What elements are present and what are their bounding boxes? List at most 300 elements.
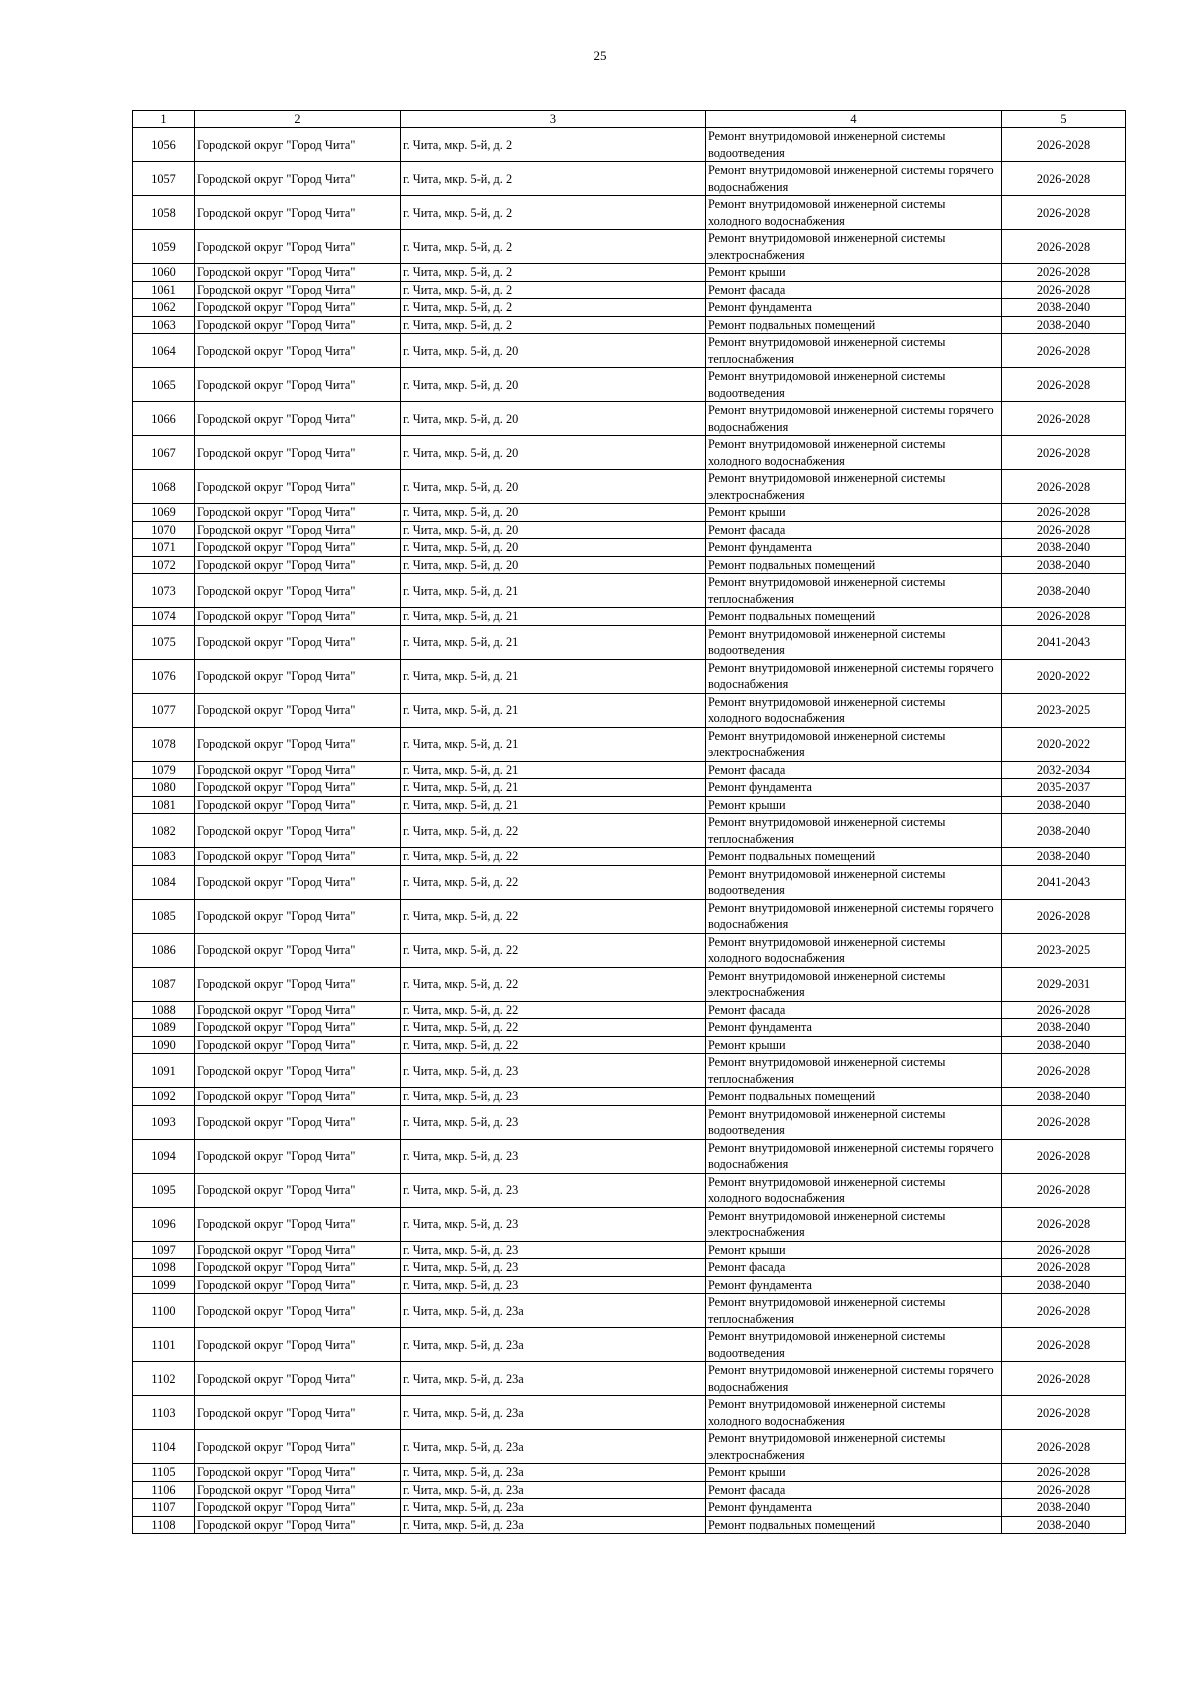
cell-years: 2026-2028 (1002, 470, 1126, 504)
table-row (133, 727, 1126, 761)
column-header: 4 (706, 111, 1002, 128)
cell-row-number: 1094 (133, 1139, 195, 1173)
cell-municipality: Городской округ "Город Чита" (195, 848, 401, 866)
cell-municipality: Городской округ "Город Чита" (195, 779, 401, 797)
cell-row-number: 1105 (133, 1464, 195, 1482)
cell-work-type: Ремонт внутридомовой инженерной системы водоотведения (706, 128, 1002, 162)
cell-years: 2026-2028 (1002, 436, 1126, 470)
cell-address: г. Чита, мкр. 5-й, д. 22 (401, 1019, 706, 1037)
cell-work-type: Ремонт внутридомовой инженерной системы электроснабжения (706, 470, 1002, 504)
table-row (133, 1276, 1126, 1294)
cell-address: г. Чита, мкр. 5-й, д. 22 (401, 1001, 706, 1019)
cell-municipality: Городской округ "Город Чита" (195, 1088, 401, 1106)
column-header: 3 (401, 111, 706, 128)
cell-municipality: Городской округ "Город Чита" (195, 625, 401, 659)
cell-row-number: 1092 (133, 1088, 195, 1106)
cell-years: 2026-2028 (1002, 1328, 1126, 1362)
cell-years: 2026-2028 (1002, 504, 1126, 522)
table-row (133, 659, 1126, 693)
cell-address: г. Чита, мкр. 5-й, д. 23а (401, 1464, 706, 1482)
cell-work-type: Ремонт внутридомовой инженерной системы холодного водоснабжения (706, 693, 1002, 727)
cell-work-type: Ремонт внутридомовой инженерной системы горячего водоснабжения (706, 402, 1002, 436)
cell-row-number: 1106 (133, 1481, 195, 1499)
cell-municipality: Городской округ "Город Чита" (195, 436, 401, 470)
cell-row-number: 1086 (133, 933, 195, 967)
cell-row-number: 1088 (133, 1001, 195, 1019)
cell-address: г. Чита, мкр. 5-й, д. 21 (401, 796, 706, 814)
cell-years: 2026-2028 (1002, 1294, 1126, 1328)
table-row (133, 967, 1126, 1001)
cell-municipality: Городской округ "Город Чита" (195, 196, 401, 230)
cell-municipality: Городской округ "Город Чита" (195, 796, 401, 814)
cell-municipality: Городской округ "Город Чита" (195, 1516, 401, 1534)
cell-years: 2038-2040 (1002, 814, 1126, 848)
cell-work-type: Ремонт внутридомовой инженерной системы горячего водоснабжения (706, 162, 1002, 196)
cell-years: 2020-2022 (1002, 727, 1126, 761)
cell-row-number: 1059 (133, 230, 195, 264)
cell-address: г. Чита, мкр. 5-й, д. 20 (401, 334, 706, 368)
table-row (133, 1036, 1126, 1054)
table-row (133, 899, 1126, 933)
cell-work-type: Ремонт фундамента (706, 1276, 1002, 1294)
cell-years: 2041-2043 (1002, 865, 1126, 899)
cell-address: г. Чита, мкр. 5-й, д. 2 (401, 196, 706, 230)
table-row (133, 1139, 1126, 1173)
cell-years: 2038-2040 (1002, 796, 1126, 814)
cell-years: 2026-2028 (1002, 368, 1126, 402)
table-row (133, 1001, 1126, 1019)
cell-row-number: 1081 (133, 796, 195, 814)
repair-schedule-table (132, 110, 1126, 1534)
cell-years: 2038-2040 (1002, 316, 1126, 334)
cell-work-type: Ремонт внутридомовой инженерной системы холодного водоснабжения (706, 1173, 1002, 1207)
cell-row-number: 1076 (133, 659, 195, 693)
table-row (133, 1396, 1126, 1430)
cell-address: г. Чита, мкр. 5-й, д. 2 (401, 316, 706, 334)
cell-years: 2038-2040 (1002, 1276, 1126, 1294)
table-row (133, 1499, 1126, 1517)
cell-address: г. Чита, мкр. 5-й, д. 23 (401, 1259, 706, 1277)
cell-municipality: Городской округ "Город Чита" (195, 659, 401, 693)
cell-address: г. Чита, мкр. 5-й, д. 23 (401, 1105, 706, 1139)
cell-years: 2026-2028 (1002, 1430, 1126, 1464)
cell-work-type: Ремонт фасада (706, 1481, 1002, 1499)
cell-row-number: 1102 (133, 1362, 195, 1396)
table-row (133, 1259, 1126, 1277)
table-row (133, 1362, 1126, 1396)
cell-address: г. Чита, мкр. 5-й, д. 20 (401, 436, 706, 470)
table-body (133, 128, 1126, 1534)
cell-address: г. Чита, мкр. 5-й, д. 23а (401, 1516, 706, 1534)
cell-work-type: Ремонт внутридомовой инженерной системы водоотведения (706, 1328, 1002, 1362)
cell-row-number: 1098 (133, 1259, 195, 1277)
cell-municipality: Городской округ "Город Чита" (195, 1430, 401, 1464)
cell-row-number: 1069 (133, 504, 195, 522)
cell-municipality: Городской округ "Город Чита" (195, 1001, 401, 1019)
table-row (133, 368, 1126, 402)
cell-row-number: 1096 (133, 1207, 195, 1241)
cell-row-number: 1067 (133, 436, 195, 470)
cell-municipality: Городской округ "Город Чита" (195, 1294, 401, 1328)
cell-work-type: Ремонт фундамента (706, 539, 1002, 557)
cell-work-type: Ремонт внутридомовой инженерной системы горячего водоснабжения (706, 659, 1002, 693)
cell-row-number: 1083 (133, 848, 195, 866)
cell-work-type: Ремонт внутридомовой инженерной системы электроснабжения (706, 727, 1002, 761)
cell-municipality: Городской округ "Город Чита" (195, 865, 401, 899)
cell-years: 2038-2040 (1002, 556, 1126, 574)
cell-work-type: Ремонт крыши (706, 1241, 1002, 1259)
cell-address: г. Чита, мкр. 5-й, д. 2 (401, 299, 706, 317)
cell-address: г. Чита, мкр. 5-й, д. 20 (401, 556, 706, 574)
column-header: 2 (195, 111, 401, 128)
cell-years: 2026-2028 (1002, 230, 1126, 264)
cell-work-type: Ремонт фасада (706, 1001, 1002, 1019)
cell-years: 2041-2043 (1002, 625, 1126, 659)
cell-years: 2029-2031 (1002, 967, 1126, 1001)
cell-address: г. Чита, мкр. 5-й, д. 23 (401, 1139, 706, 1173)
cell-address: г. Чита, мкр. 5-й, д. 20 (401, 521, 706, 539)
cell-row-number: 1091 (133, 1054, 195, 1088)
cell-row-number: 1080 (133, 779, 195, 797)
cell-address: г. Чита, мкр. 5-й, д. 21 (401, 761, 706, 779)
cell-municipality: Городской округ "Город Чита" (195, 727, 401, 761)
cell-municipality: Городской округ "Город Чита" (195, 128, 401, 162)
cell-work-type: Ремонт внутридомовой инженерной системы горячего водоснабжения (706, 1139, 1002, 1173)
cell-address: г. Чита, мкр. 5-й, д. 23 (401, 1173, 706, 1207)
cell-years: 2026-2028 (1002, 1139, 1126, 1173)
cell-municipality: Городской округ "Город Чита" (195, 899, 401, 933)
table-row (133, 128, 1126, 162)
cell-row-number: 1063 (133, 316, 195, 334)
cell-address: г. Чита, мкр. 5-й, д. 21 (401, 625, 706, 659)
cell-years: 2026-2028 (1002, 334, 1126, 368)
table-row (133, 196, 1126, 230)
cell-municipality: Городской округ "Город Чита" (195, 1464, 401, 1482)
table-row (133, 761, 1126, 779)
cell-municipality: Городской округ "Город Чита" (195, 1362, 401, 1396)
cell-work-type: Ремонт внутридомовой инженерной системы электроснабжения (706, 1207, 1002, 1241)
cell-work-type: Ремонт внутридомовой инженерной системы теплоснабжения (706, 1294, 1002, 1328)
table-row (133, 865, 1126, 899)
cell-years: 2023-2025 (1002, 933, 1126, 967)
cell-work-type: Ремонт фасада (706, 761, 1002, 779)
cell-municipality: Городской округ "Город Чита" (195, 693, 401, 727)
cell-row-number: 1071 (133, 539, 195, 557)
cell-municipality: Городской округ "Город Чита" (195, 1481, 401, 1499)
cell-years: 2026-2028 (1002, 281, 1126, 299)
cell-years: 2038-2040 (1002, 574, 1126, 608)
cell-address: г. Чита, мкр. 5-й, д. 22 (401, 865, 706, 899)
cell-work-type: Ремонт подвальных помещений (706, 1516, 1002, 1534)
cell-address: г. Чита, мкр. 5-й, д. 23а (401, 1362, 706, 1396)
table-row (133, 436, 1126, 470)
cell-years: 2038-2040 (1002, 299, 1126, 317)
cell-work-type: Ремонт внутридомовой инженерной системы водоотведения (706, 865, 1002, 899)
table-row (133, 402, 1126, 436)
cell-row-number: 1089 (133, 1019, 195, 1037)
cell-row-number: 1104 (133, 1430, 195, 1464)
cell-work-type: Ремонт внутридомовой инженерной системы теплоснабжения (706, 1054, 1002, 1088)
cell-municipality: Городской округ "Город Чита" (195, 504, 401, 522)
cell-years: 2038-2040 (1002, 539, 1126, 557)
table-row (133, 230, 1126, 264)
cell-years: 2023-2025 (1002, 693, 1126, 727)
cell-address: г. Чита, мкр. 5-й, д. 22 (401, 899, 706, 933)
cell-municipality: Городской округ "Город Чита" (195, 521, 401, 539)
cell-work-type: Ремонт внутридомовой инженерной системы холодного водоснабжения (706, 436, 1002, 470)
cell-years: 2026-2028 (1002, 128, 1126, 162)
table-row (133, 1430, 1126, 1464)
cell-row-number: 1057 (133, 162, 195, 196)
cell-row-number: 1061 (133, 281, 195, 299)
cell-address: г. Чита, мкр. 5-й, д. 2 (401, 162, 706, 196)
cell-address: г. Чита, мкр. 5-й, д. 20 (401, 504, 706, 522)
cell-years: 2026-2028 (1002, 1105, 1126, 1139)
page-number: 25 (593, 48, 607, 63)
cell-address: г. Чита, мкр. 5-й, д. 23а (401, 1430, 706, 1464)
cell-work-type: Ремонт фундамента (706, 1019, 1002, 1037)
table-row (133, 1019, 1126, 1037)
cell-years: 2026-2028 (1002, 1259, 1126, 1277)
cell-work-type: Ремонт внутридомовой инженерной системы теплоснабжения (706, 814, 1002, 848)
cell-row-number: 1099 (133, 1276, 195, 1294)
cell-municipality: Городской округ "Город Чита" (195, 574, 401, 608)
cell-years: 2026-2028 (1002, 402, 1126, 436)
cell-work-type: Ремонт подвальных помещений (706, 608, 1002, 626)
cell-row-number: 1058 (133, 196, 195, 230)
cell-years: 2020-2022 (1002, 659, 1126, 693)
cell-municipality: Городской округ "Город Чита" (195, 1173, 401, 1207)
cell-municipality: Городской округ "Город Чита" (195, 316, 401, 334)
cell-municipality: Городской округ "Город Чита" (195, 814, 401, 848)
table-row (133, 539, 1126, 557)
cell-municipality: Городской округ "Город Чита" (195, 967, 401, 1001)
cell-municipality: Городской округ "Город Чита" (195, 1207, 401, 1241)
column-header: 5 (1002, 111, 1126, 128)
cell-municipality: Городской округ "Город Чита" (195, 1241, 401, 1259)
table-row (133, 556, 1126, 574)
table-row (133, 1481, 1126, 1499)
cell-row-number: 1077 (133, 693, 195, 727)
table-row (133, 574, 1126, 608)
cell-work-type: Ремонт подвальных помещений (706, 556, 1002, 574)
cell-municipality: Городской округ "Город Чита" (195, 1396, 401, 1430)
cell-work-type: Ремонт фасада (706, 521, 1002, 539)
cell-work-type: Ремонт крыши (706, 1036, 1002, 1054)
table-row (133, 1464, 1126, 1482)
cell-years: 2026-2028 (1002, 608, 1126, 626)
cell-row-number: 1085 (133, 899, 195, 933)
table-row (133, 1088, 1126, 1106)
cell-work-type: Ремонт крыши (706, 504, 1002, 522)
cell-work-type: Ремонт внутридомовой инженерной системы горячего водоснабжения (706, 899, 1002, 933)
cell-work-type: Ремонт фундамента (706, 1499, 1002, 1517)
cell-row-number: 1066 (133, 402, 195, 436)
cell-address: г. Чита, мкр. 5-й, д. 20 (401, 539, 706, 557)
table-row (133, 1328, 1126, 1362)
cell-municipality: Городской округ "Город Чита" (195, 281, 401, 299)
cell-address: г. Чита, мкр. 5-й, д. 22 (401, 848, 706, 866)
cell-municipality: Городской округ "Город Чита" (195, 608, 401, 626)
cell-work-type: Ремонт подвальных помещений (706, 848, 1002, 866)
cell-row-number: 1074 (133, 608, 195, 626)
table-row (133, 1294, 1126, 1328)
cell-row-number: 1097 (133, 1241, 195, 1259)
table-row (133, 848, 1126, 866)
cell-row-number: 1064 (133, 334, 195, 368)
table-row (133, 1207, 1126, 1241)
cell-municipality: Городской округ "Город Чита" (195, 761, 401, 779)
cell-work-type: Ремонт внутридомовой инженерной системы холодного водоснабжения (706, 1396, 1002, 1430)
cell-work-type: Ремонт внутридомовой инженерной системы водоотведения (706, 1105, 1002, 1139)
cell-row-number: 1103 (133, 1396, 195, 1430)
cell-work-type: Ремонт внутридомовой инженерной системы водоотведения (706, 368, 1002, 402)
table-row (133, 814, 1126, 848)
table-row (133, 779, 1126, 797)
cell-municipality: Городской округ "Город Чита" (195, 402, 401, 436)
table-row (133, 316, 1126, 334)
cell-years: 2026-2028 (1002, 1241, 1126, 1259)
cell-row-number: 1087 (133, 967, 195, 1001)
header-row (133, 111, 1126, 128)
cell-years: 2026-2028 (1002, 1001, 1126, 1019)
cell-years: 2026-2028 (1002, 162, 1126, 196)
cell-years: 2026-2028 (1002, 196, 1126, 230)
table-row (133, 608, 1126, 626)
cell-years: 2038-2040 (1002, 848, 1126, 866)
cell-municipality: Городской округ "Город Чита" (195, 1499, 401, 1517)
cell-years: 2026-2028 (1002, 264, 1126, 282)
cell-work-type: Ремонт фундамента (706, 299, 1002, 317)
cell-address: г. Чита, мкр. 5-й, д. 23а (401, 1328, 706, 1362)
cell-municipality: Городской округ "Город Чита" (195, 1105, 401, 1139)
cell-years: 2026-2028 (1002, 1054, 1126, 1088)
cell-years: 2026-2028 (1002, 899, 1126, 933)
table-row (133, 334, 1126, 368)
cell-address: г. Чита, мкр. 5-й, д. 23 (401, 1241, 706, 1259)
cell-municipality: Городской округ "Город Чита" (195, 470, 401, 504)
table-row (133, 281, 1126, 299)
cell-row-number: 1079 (133, 761, 195, 779)
cell-work-type: Ремонт фасада (706, 1259, 1002, 1277)
table-row (133, 521, 1126, 539)
cell-municipality: Городской округ "Город Чита" (195, 1259, 401, 1277)
cell-row-number: 1072 (133, 556, 195, 574)
cell-years: 2026-2028 (1002, 1464, 1126, 1482)
cell-municipality: Городской округ "Город Чита" (195, 162, 401, 196)
table-row (133, 1054, 1126, 1088)
cell-work-type: Ремонт внутридомовой инженерной системы теплоснабжения (706, 574, 1002, 608)
cell-row-number: 1060 (133, 264, 195, 282)
cell-address: г. Чита, мкр. 5-й, д. 2 (401, 128, 706, 162)
cell-years: 2026-2028 (1002, 1173, 1126, 1207)
cell-work-type: Ремонт фундамента (706, 779, 1002, 797)
cell-address: г. Чита, мкр. 5-й, д. 21 (401, 608, 706, 626)
cell-row-number: 1075 (133, 625, 195, 659)
cell-work-type: Ремонт внутридомовой инженерной системы холодного водоснабжения (706, 196, 1002, 230)
cell-address: г. Чита, мкр. 5-й, д. 23 (401, 1207, 706, 1241)
cell-row-number: 1062 (133, 299, 195, 317)
cell-row-number: 1070 (133, 521, 195, 539)
cell-address: г. Чита, мкр. 5-й, д. 21 (401, 693, 706, 727)
cell-row-number: 1073 (133, 574, 195, 608)
cell-address: г. Чита, мкр. 5-й, д. 21 (401, 779, 706, 797)
cell-municipality: Городской округ "Город Чита" (195, 539, 401, 557)
cell-address: г. Чита, мкр. 5-й, д. 20 (401, 368, 706, 402)
cell-work-type: Ремонт внутридомовой инженерной системы электроснабжения (706, 1430, 1002, 1464)
cell-row-number: 1078 (133, 727, 195, 761)
cell-address: г. Чита, мкр. 5-й, д. 23 (401, 1276, 706, 1294)
cell-address: г. Чита, мкр. 5-й, д. 2 (401, 264, 706, 282)
cell-municipality: Городской округ "Город Чита" (195, 556, 401, 574)
cell-work-type: Ремонт внутридомовой инженерной системы электроснабжения (706, 967, 1002, 1001)
cell-years: 2038-2040 (1002, 1499, 1126, 1517)
cell-years: 2026-2028 (1002, 1207, 1126, 1241)
cell-work-type: Ремонт внутридомовой инженерной системы водоотведения (706, 625, 1002, 659)
cell-address: г. Чита, мкр. 5-й, д. 22 (401, 1036, 706, 1054)
cell-years: 2038-2040 (1002, 1019, 1126, 1037)
cell-row-number: 1101 (133, 1328, 195, 1362)
cell-row-number: 1065 (133, 368, 195, 402)
cell-address: г. Чита, мкр. 5-й, д. 23 (401, 1054, 706, 1088)
cell-years: 2026-2028 (1002, 1362, 1126, 1396)
table-row (133, 1105, 1126, 1139)
cell-row-number: 1095 (133, 1173, 195, 1207)
cell-row-number: 1108 (133, 1516, 195, 1534)
cell-row-number: 1082 (133, 814, 195, 848)
cell-municipality: Городской округ "Город Чита" (195, 368, 401, 402)
cell-years: 2035-2037 (1002, 779, 1126, 797)
table-row (133, 1241, 1126, 1259)
cell-municipality: Городской округ "Город Чита" (195, 1036, 401, 1054)
cell-municipality: Городской округ "Город Чита" (195, 933, 401, 967)
table-row (133, 693, 1126, 727)
cell-address: г. Чита, мкр. 5-й, д. 21 (401, 574, 706, 608)
cell-row-number: 1107 (133, 1499, 195, 1517)
cell-years: 2038-2040 (1002, 1088, 1126, 1106)
cell-years: 2038-2040 (1002, 1516, 1126, 1534)
cell-municipality: Городской округ "Город Чита" (195, 1019, 401, 1037)
cell-municipality: Городской округ "Город Чита" (195, 264, 401, 282)
cell-years: 2026-2028 (1002, 1396, 1126, 1430)
cell-work-type: Ремонт внутридомовой инженерной системы горячего водоснабжения (706, 1362, 1002, 1396)
cell-years: 2038-2040 (1002, 1036, 1126, 1054)
table-row (133, 1173, 1126, 1207)
cell-address: г. Чита, мкр. 5-й, д. 22 (401, 814, 706, 848)
cell-address: г. Чита, мкр. 5-й, д. 2 (401, 281, 706, 299)
cell-address: г. Чита, мкр. 5-й, д. 22 (401, 933, 706, 967)
cell-years: 2026-2028 (1002, 521, 1126, 539)
cell-municipality: Городской округ "Город Чита" (195, 230, 401, 264)
table-row (133, 162, 1126, 196)
table-row (133, 1516, 1126, 1534)
cell-row-number: 1084 (133, 865, 195, 899)
cell-work-type: Ремонт внутридомовой инженерной системы холодного водоснабжения (706, 933, 1002, 967)
cell-row-number: 1068 (133, 470, 195, 504)
cell-municipality: Городской округ "Город Чита" (195, 299, 401, 317)
table-row (133, 796, 1126, 814)
table-row (133, 625, 1126, 659)
cell-address: г. Чита, мкр. 5-й, д. 20 (401, 470, 706, 504)
cell-row-number: 1090 (133, 1036, 195, 1054)
cell-address: г. Чита, мкр. 5-й, д. 23 (401, 1088, 706, 1106)
cell-work-type: Ремонт крыши (706, 1464, 1002, 1482)
cell-address: г. Чита, мкр. 5-й, д. 23а (401, 1499, 706, 1517)
cell-address: г. Чита, мкр. 5-й, д. 21 (401, 727, 706, 761)
table-row (133, 504, 1126, 522)
cell-work-type: Ремонт крыши (706, 264, 1002, 282)
table-row (133, 264, 1126, 282)
